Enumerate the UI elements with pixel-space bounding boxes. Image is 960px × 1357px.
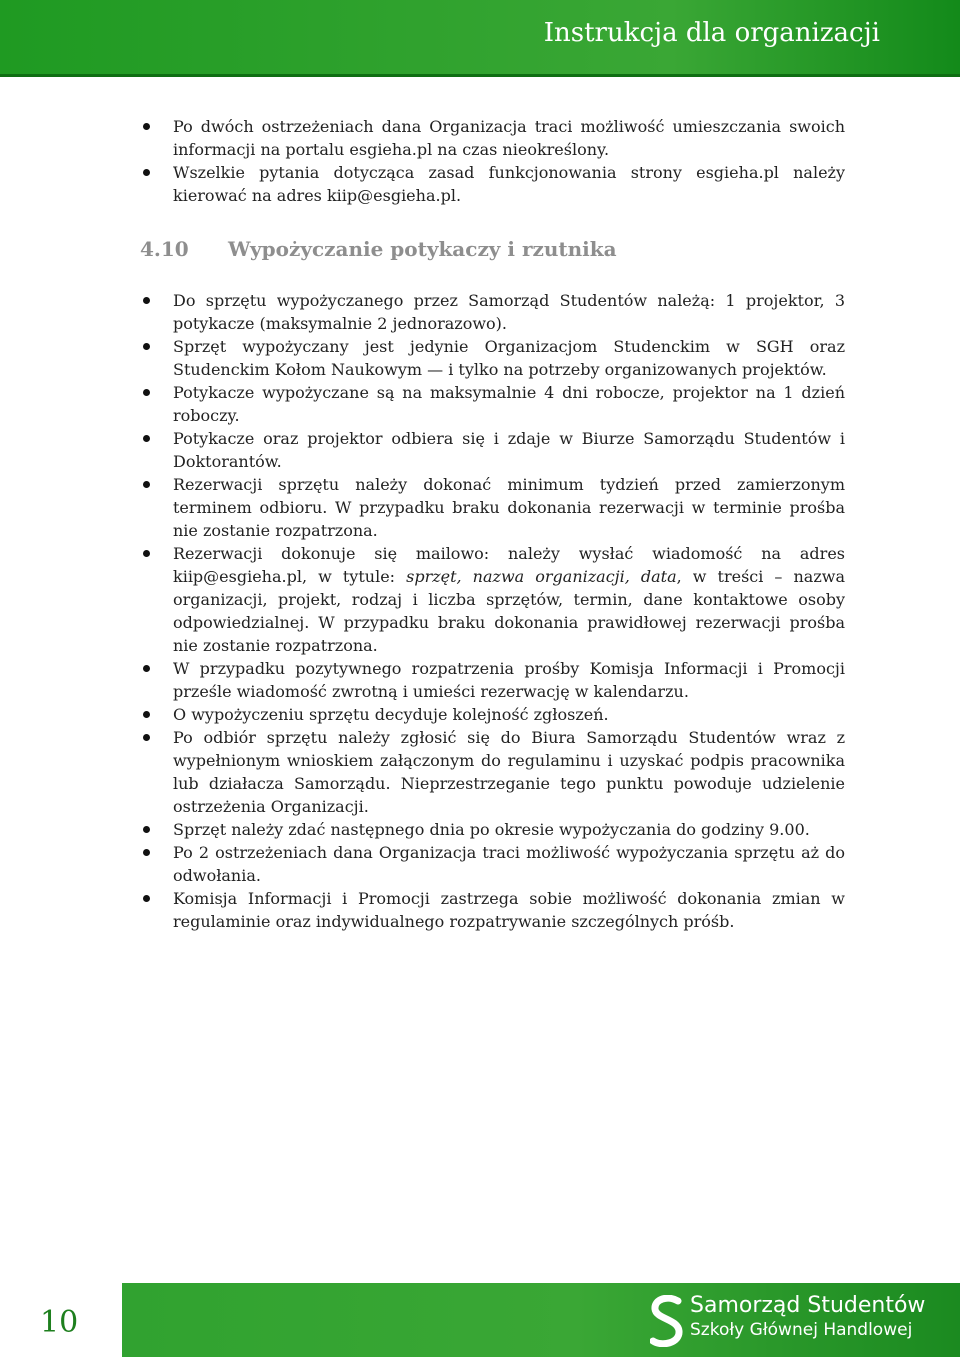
list-item: W przypadku pozytywnego rozpatrzenia prośby Komisja Informacji i Promocji prześle wiadomość zwrotną i umieści rezerwację w kalendarzu. (140, 657, 845, 703)
section-title: Wypożyczanie potykaczy i rzutnika (228, 237, 617, 261)
page-number: 10 (40, 1305, 79, 1340)
logo-text (690, 1293, 925, 1341)
page-number-box (0, 1283, 122, 1357)
list-item: Sprzęt należy zdać następnego dnia po okresie wypożyczania do godziny 9.00. (140, 818, 845, 841)
header-title: Instrukcja dla organizacji (543, 18, 880, 48)
document-content (140, 115, 845, 933)
list-item-mail (140, 542, 845, 657)
mail-title-format: sprzęt, nazwa organizacji, data (406, 567, 677, 586)
list-item: Sprzęt wypożyczany jest jedynie Organizacjom Studenckim w SGH oraz Studenckim Kołom Naukowym — i tylko na potrzeby organizowanych projektów. (140, 335, 845, 381)
mail-text-before: Rezerwacji dokonuje się mailowo: należy wysłać wiadomość na adres kiip@esgieha.pl, w tytule: (173, 544, 845, 586)
samorzad-s-logo-icon (650, 1295, 684, 1347)
intro-list (140, 115, 845, 207)
list-item: Do sprzętu wypożyczanego przez Samorząd Studentów należą: 1 projektor, 3 potykacze (maksymalnie 2 jednorazowo). (140, 289, 845, 335)
page-header (0, 0, 960, 77)
logo-line-1: Samorząd Studentów (690, 1293, 926, 1318)
section-heading (140, 237, 845, 261)
mail-text-after: , w treści – nazwa organizacji, projekt, rodzaj i liczba sprzętów, termin, dane kontaktowe osoby odpowiedzialnej. W przypadku braku dokonania prawidłowej rezerwacji prośba nie zostanie rozpatrzona. (173, 567, 846, 655)
section-number: 4.10 (140, 237, 189, 261)
list-item: Po odbiór sprzętu należy zgłosić się do Biura Samorządu Studentów wraz z wypełnionym wnioskiem załączonym do regulaminu i uzyskać podpis pracownika lub działacza Samorządu. Nieprzestrzeganie tego punktu powoduje udzielenie ostrzeżenia Organizacji. (140, 726, 845, 818)
list-item: Potykacze oraz projektor odbiera się i zdaje w Biurze Samorządu Studentów i Doktorantów. (140, 427, 845, 473)
rules-list (140, 289, 845, 933)
list-item: Rezerwacji sprzętu należy dokonać minimum tydzień przed zamierzonym terminem odbioru. W przypadku braku dokonania rezerwacji w terminie prośba nie zostanie rozpatrzona. (140, 473, 845, 542)
list-item: Po dwóch ostrzeżeniach dana Organizacja traci możliwość umieszczania swoich informacji na portalu esgieha.pl na czas nieokreślony. (140, 115, 845, 161)
list-item: Po 2 ostrzeżeniach dana Organizacja traci możliwość wypożyczania sprzętu aż do odwołania. (140, 841, 845, 887)
list-item: O wypożyczeniu sprzętu decyduje kolejność zgłoszeń. (140, 703, 845, 726)
list-item: Komisja Informacji i Promocji zastrzega sobie możliwość dokonania zmian w regulaminie oraz indywidualnego rozpatrywanie szczególnych próśb. (140, 887, 845, 933)
list-item: Wszelkie pytania dotycząca zasad funkcjonowania strony esgieha.pl należy kierować na adres kiip@esgieha.pl. (140, 161, 845, 207)
logo-line-2: Szkoły Głównej Handlowej (690, 1320, 913, 1340)
page-footer (0, 1283, 960, 1357)
list-item: Potykacze wypożyczane są na maksymalnie 4 dni robocze, projektor na 1 dzień roboczy. (140, 381, 845, 427)
